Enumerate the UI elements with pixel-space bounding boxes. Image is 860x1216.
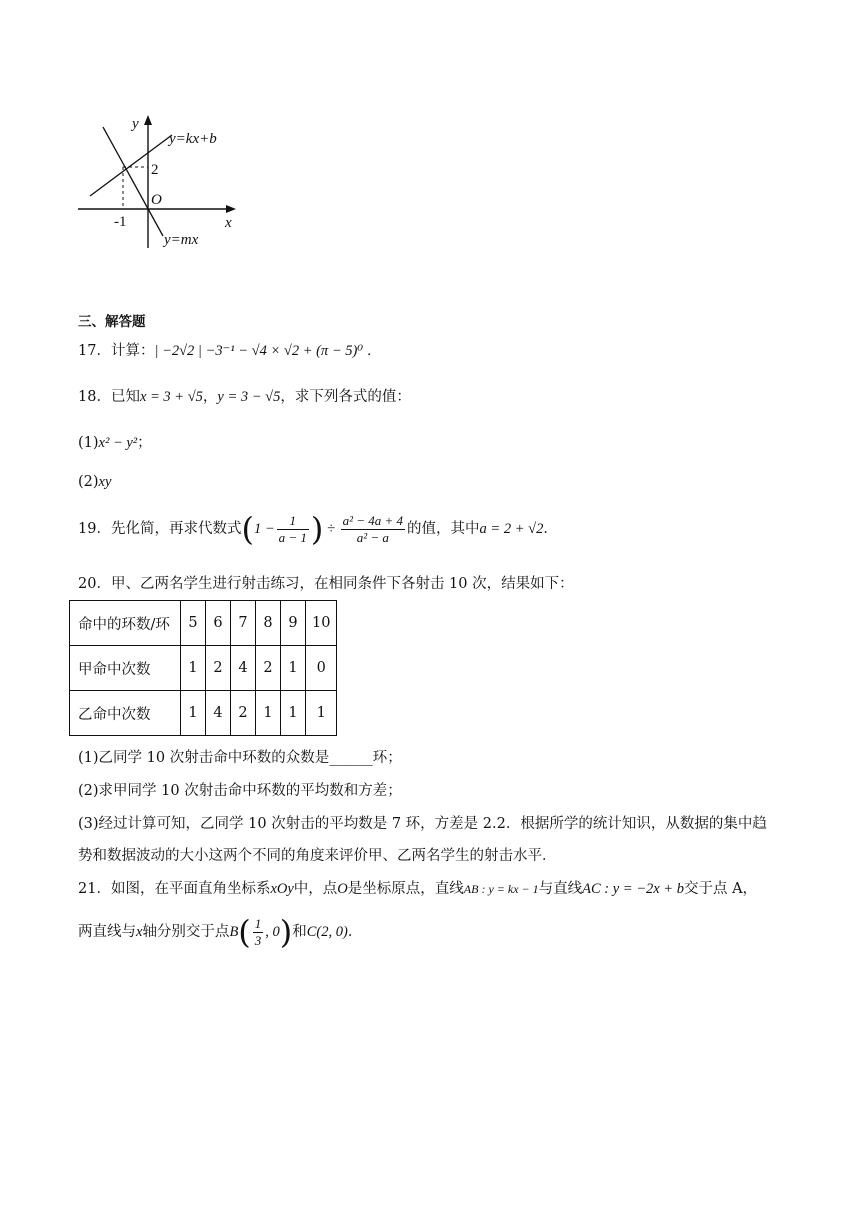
q19-cond: a = 2 + √2 <box>479 521 544 537</box>
table-cell: 1 <box>181 691 206 736</box>
origin-label: O <box>151 192 162 208</box>
table-cell: 9 <box>281 601 306 646</box>
question-20: 20．甲、乙两名学生进行射击练习，在相同条件下各射击 10 次，结果如下： <box>78 576 574 592</box>
tick-y-label: 2 <box>151 162 159 178</box>
table-cell: 2 <box>206 646 231 691</box>
q19-end: ． <box>543 521 558 537</box>
table-cell: 4 <box>206 691 231 736</box>
q18-y-expr: y = 3 − √5 <box>217 389 281 405</box>
line1-label: y=kx+b <box>169 131 217 147</box>
q21-b3: 和 <box>292 924 307 940</box>
question-21-line-1 <box>78 879 757 899</box>
tick-x-label: -1 <box>114 214 127 230</box>
q18-x-expr: x = 3 + √5 <box>139 389 203 405</box>
line-mx <box>103 127 163 236</box>
table-cell: 2 <box>231 691 256 736</box>
q18-sep: ， <box>202 389 218 405</box>
q18-part2-expr: xy <box>98 474 112 490</box>
q21-ac: AC : y = −2x + b <box>582 881 684 897</box>
b-tail: , 0 <box>265 924 280 940</box>
q18-part1-end: ； <box>137 435 152 451</box>
q19-frac1-den: a − 1 <box>278 529 307 545</box>
question-18 <box>78 387 411 407</box>
q21-a1: 21．如图，在平面直角坐标系 <box>78 881 271 897</box>
q19-frac1-num: 1 <box>277 513 309 530</box>
question-21-line-2 <box>78 912 362 952</box>
q18-part1-expr: x² − y² <box>98 435 138 451</box>
shooting-results-table <box>69 600 337 736</box>
q19-fraction-2 <box>341 513 405 546</box>
question-19 <box>78 509 558 549</box>
table-row <box>70 691 337 736</box>
question-18-part-1 <box>78 433 152 453</box>
q21-a4: 与直线 <box>538 881 583 897</box>
table-cell: 10 <box>306 601 337 646</box>
table-cell: 1 <box>306 691 337 736</box>
table-cell: 1 <box>181 646 206 691</box>
q18-text: 18．已知 <box>78 389 140 405</box>
q18-part2-label: (2) <box>78 474 99 490</box>
table-row <box>70 646 337 691</box>
line2-label: y=mx <box>164 232 199 248</box>
q17-expr: | −2√2 | −3⁻¹ − √4 × √2 + (π − 5)⁰ ． <box>154 343 382 359</box>
q17-text: 17．计算： <box>78 343 155 359</box>
q19-text: 19．先化简，再求代数式 <box>78 521 242 537</box>
q19-tail: 的值，其中 <box>407 521 480 537</box>
q21-o: O <box>337 881 348 897</box>
line-kx-plus-b <box>90 135 172 196</box>
b-frac-num: 1 <box>254 915 262 931</box>
right-paren: ) <box>310 510 324 548</box>
table-cell: 5 <box>181 601 206 646</box>
table-cell: 8 <box>256 601 281 646</box>
point-b-fraction <box>253 916 264 949</box>
x-axis-label: x <box>225 215 232 231</box>
table-cell: 1 <box>281 691 306 736</box>
table-cell: 1 <box>281 646 306 691</box>
section-title: 三、解答题 <box>78 314 146 330</box>
y-axis-label: y <box>132 116 139 132</box>
table-cell: 1 <box>256 691 281 736</box>
q18-tail: ，求下列各式的值： <box>280 389 411 405</box>
point-b-label: B <box>229 924 239 940</box>
row-header: 乙命中次数 <box>70 691 181 736</box>
q19-fraction-1 <box>277 513 309 546</box>
question-20-part-2: (2)求甲同学 10 次射击命中环数的平均数和方差； <box>78 783 402 799</box>
q21-xoy: xOy <box>270 881 294 897</box>
b-frac-den: 3 <box>254 932 262 948</box>
table-cell: 6 <box>206 601 231 646</box>
table-cell: 2 <box>256 646 281 691</box>
divide-sign: ÷ <box>323 521 339 537</box>
table-row <box>70 601 337 646</box>
q21-a3: 是坐标原点，直线 <box>347 881 464 897</box>
q21-a5: 交于点 A， <box>683 881 758 897</box>
function-graph <box>72 108 252 258</box>
y-axis-arrow <box>144 115 152 125</box>
table-cell: 7 <box>231 601 256 646</box>
q21-b2: 轴分别交于点 <box>142 924 230 940</box>
left-paren: ( <box>241 510 254 548</box>
table-cell: 0 <box>306 646 337 691</box>
question-20-part-3-line-2: 势和数据波动的大小这两个不同的角度来评价甲、乙两名学生的射击水平． <box>78 848 557 864</box>
q19-frac2-num: a² − 4a + 4 <box>342 512 404 528</box>
x-axis-arrow <box>226 205 236 213</box>
question-18-part-2 <box>78 472 111 492</box>
question-17 <box>78 341 381 361</box>
q21-a2: 中，点 <box>293 881 338 897</box>
q19-one: 1 − <box>253 521 275 537</box>
question-20-part-1: (1)乙同学 10 次射击命中环数的众数是______环； <box>78 750 402 766</box>
b-right-paren: ) <box>279 913 293 951</box>
table-cell: 4 <box>231 646 256 691</box>
row-header: 命中的环数/环 <box>70 601 181 646</box>
q21-b1: 两直线与 <box>78 924 136 940</box>
q21-end: ． <box>347 924 363 940</box>
q21-x: x <box>136 924 143 940</box>
question-20-part-3-line-1: (3)经过计算可知，乙同学 10 次射击的平均数是 7 环，方差是 2.2．根据所学的统计知识，从数据的集中趋 <box>78 816 767 832</box>
q19-frac2-den: a² − a <box>356 529 389 545</box>
b-left-paren: ( <box>238 913 251 951</box>
point-c-expr: C(2, 0) <box>306 924 348 940</box>
row-header: 甲命中次数 <box>70 646 181 691</box>
q18-part1-label: (1) <box>78 435 99 451</box>
q21-ab: AB : y = kx − 1 <box>463 882 539 896</box>
